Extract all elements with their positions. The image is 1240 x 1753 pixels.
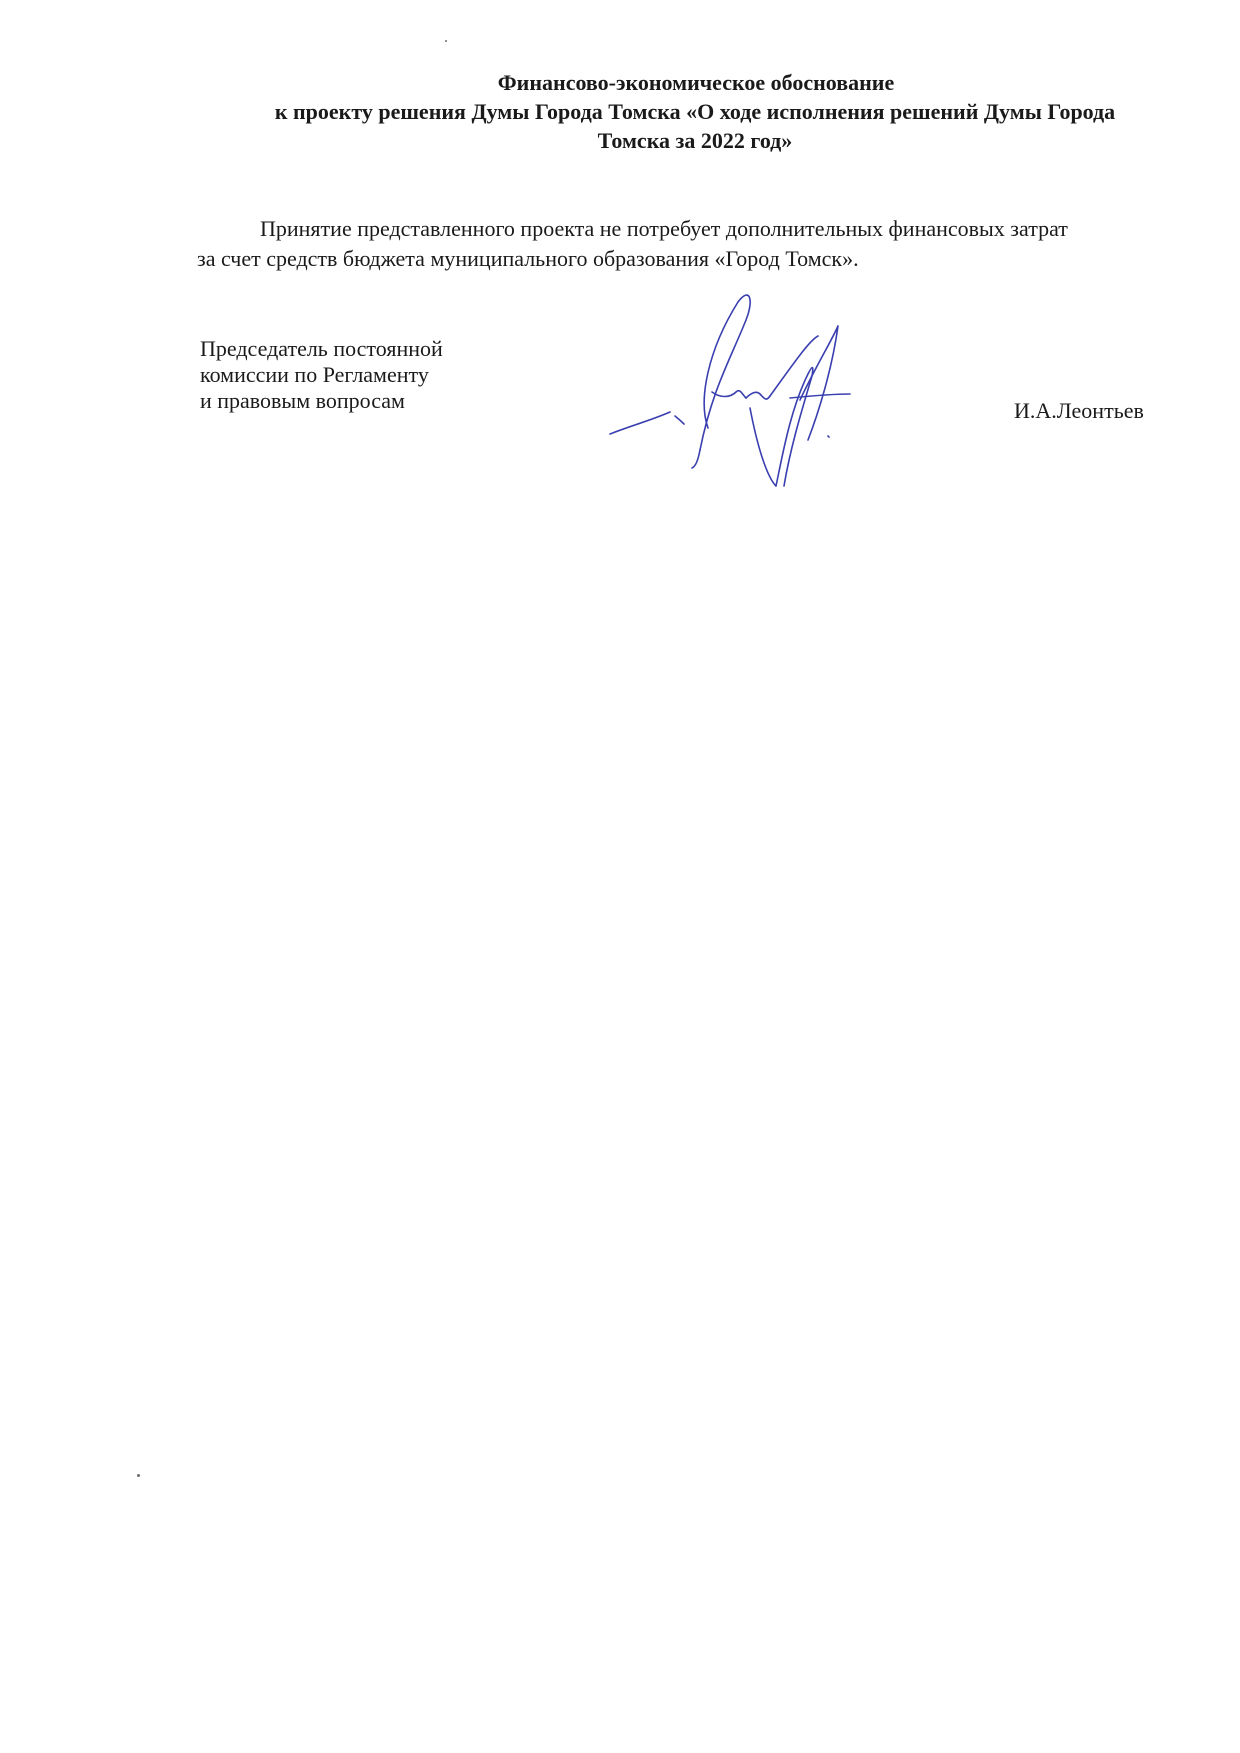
title-line: Томска за 2022 год» [597, 128, 793, 153]
scan-speck [445, 40, 447, 42]
position-line: и правовым вопросам [200, 388, 405, 413]
body-line: Принятие представленного проекта не потребует дополнительных финансовых затрат [260, 216, 1068, 241]
body-line: за счет средств бюджета муниципального образования «Город Томск». [197, 246, 859, 271]
scan-speck [137, 1474, 140, 1477]
position-line: Председатель постоянной [200, 336, 443, 361]
title-line: Финансово-экономическое обоснование [497, 70, 895, 95]
document-title [200, 68, 1190, 155]
signatory-name: И.А.Леонтьев [1014, 398, 1144, 423]
signatory-position [200, 336, 443, 414]
position-line: комиссии по Регламенту [200, 362, 429, 387]
title-line: к проекту решения Думы Города Томска «О ходе исполнения решений Думы Города [274, 99, 1116, 124]
body-paragraph [197, 214, 1187, 274]
handwritten-signature [600, 290, 900, 500]
